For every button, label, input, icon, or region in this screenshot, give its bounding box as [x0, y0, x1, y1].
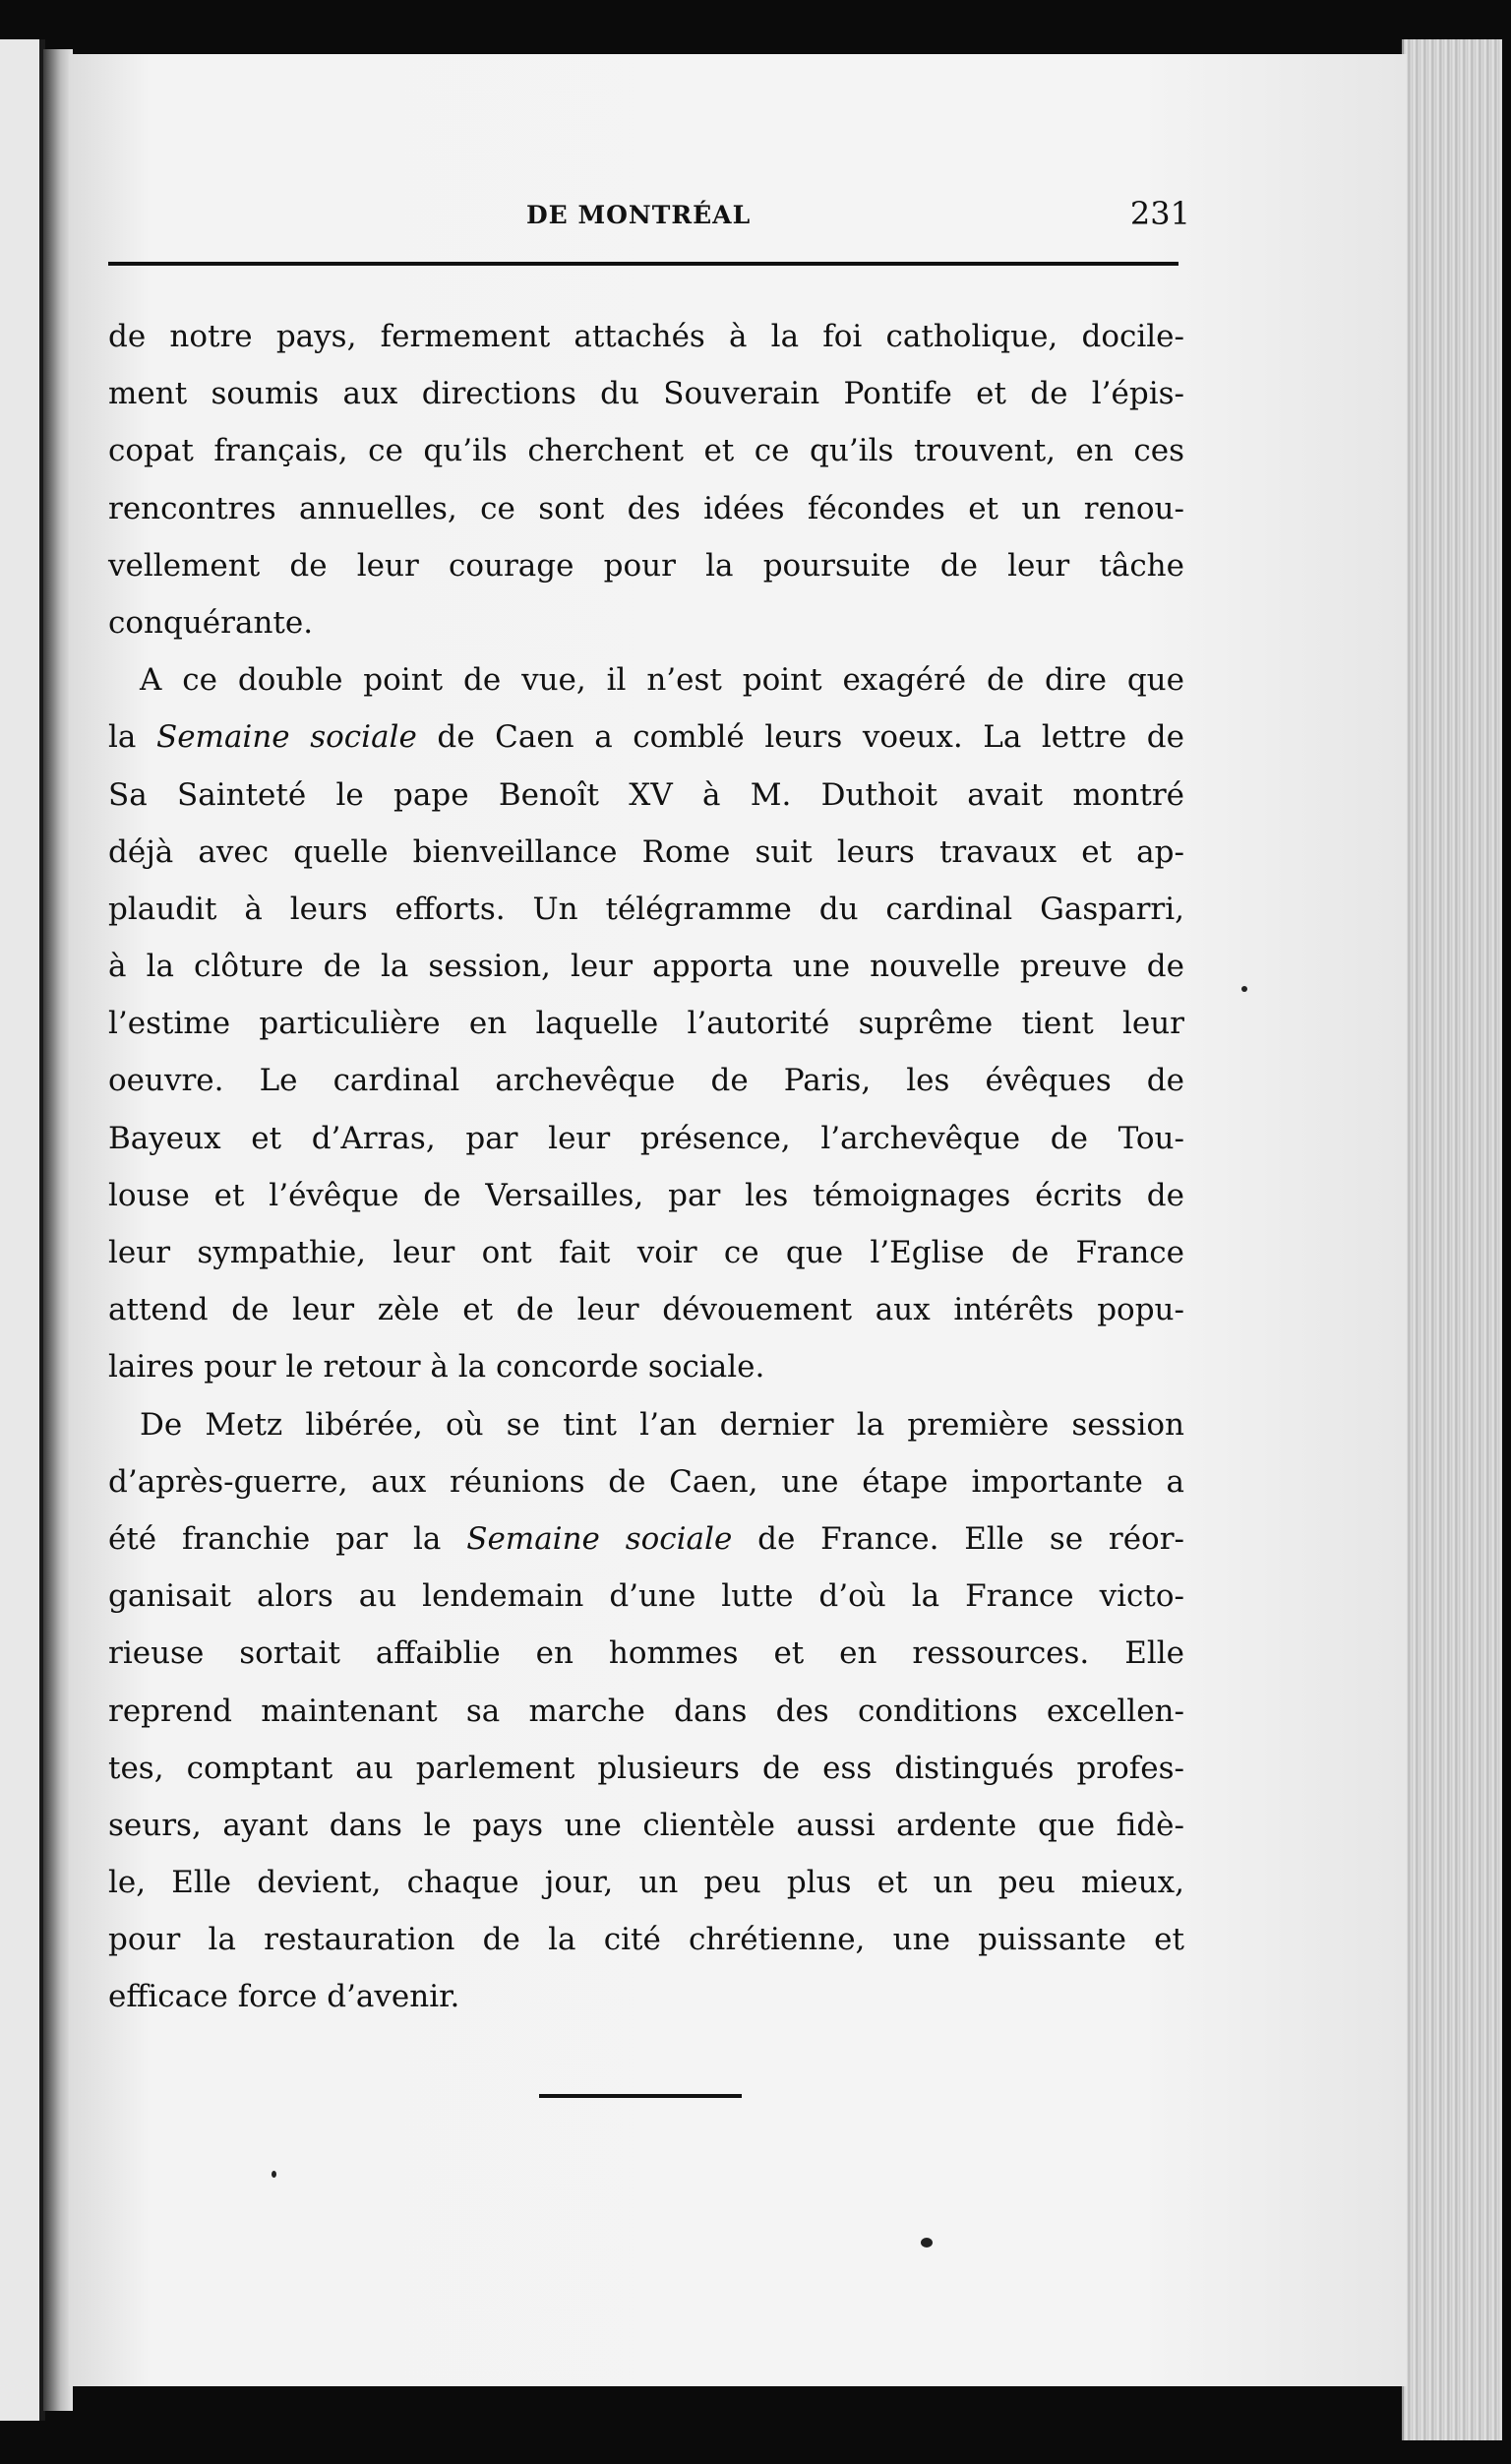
text-line: l’estime particulière en laquelle l’autorité suprême tient leur	[108, 1006, 1184, 1042]
text-line: laires pour le retour à la concorde sociale.	[108, 1349, 765, 1386]
text-line: A ce double point de vue, il n’est point exagéré de dire que	[140, 662, 1184, 699]
text-line: attend de leur zèle et de leur dévouement aux intérêts popu-	[108, 1292, 1184, 1328]
ink-speck	[921, 2238, 933, 2248]
adjacent-page-edge	[0, 39, 45, 2421]
italic-title: Semaine sociale	[155, 719, 417, 756]
text-line: vellement de leur courage pour la poursuite de leur tâche	[108, 547, 1184, 584]
ink-speck	[1241, 986, 1247, 992]
text-line: ganisait alors au lendemain d’une lutte d’où la France victo-	[108, 1578, 1184, 1615]
text-line: louse et l’évêque de Versailles, par les témoignages écrits de	[108, 1177, 1184, 1213]
page-header	[108, 193, 1190, 242]
text-line: reprend maintenant sa marche dans des conditions excellen-	[108, 1693, 1184, 1729]
text-line-composite	[108, 1510, 1184, 1568]
text-line: leur sympathie, leur ont fait voir ce que l’Eglise de France	[108, 1235, 1184, 1270]
ink-speck	[272, 2171, 276, 2178]
page-number: 231	[1129, 195, 1190, 232]
text-line: pour la restauration de la cité chrétienne, une puissante et	[108, 1922, 1184, 1958]
text-line: ment soumis aux directions du Souverain Pontife et de l’épis-	[108, 376, 1184, 412]
text-line: rencontres annuelles, ce sont des idées fécondes et un renou-	[108, 490, 1184, 526]
text-line: à la clôture de la session, leur apporta une nouvelle preuve de	[108, 949, 1184, 985]
text-line: plaudit à leurs efforts. Un télégramme du cardinal Gasparri,	[108, 891, 1184, 927]
text-line: de notre pays, fermement attachés à la foi catholique, docile-	[108, 319, 1184, 354]
text-line: tes, comptant au parlement plusieurs de ess distingués profes-	[108, 1750, 1184, 1786]
text-fragment: de France. Elle se réor-	[732, 1520, 1184, 1557]
body-text	[108, 308, 1184, 2026]
text-line-composite	[108, 708, 1184, 766]
text-line: le, Elle devient, chaque jour, un peu plus et un peu mieux,	[108, 1865, 1184, 1901]
italic-title: Semaine sociale	[466, 1520, 733, 1557]
running-head: DE MONTRÉAL	[526, 201, 752, 229]
text-line: oeuvre. Le cardinal archevêque de Paris, les évêques de	[108, 1063, 1184, 1099]
text-line: conquérante.	[108, 604, 314, 641]
page-stack-edge	[1402, 39, 1502, 2440]
text-line: rieuse sortait affaiblie en hommes et en ressources. Elle	[108, 1635, 1184, 1672]
text-line: De Metz libérée, où se tint l’an dernier la première session	[140, 1406, 1184, 1443]
text-line: copat français, ce qu’ils cherchent et ce qu’ils trouvent, en ces	[108, 433, 1184, 469]
text-line: Sa Sainteté le pape Benoît XV à M. Duthoit avait montré	[108, 776, 1184, 813]
end-rule	[539, 2094, 742, 2098]
text-line: d’après-guerre, aux réunions de Caen, une étape importante a	[108, 1463, 1184, 1500]
text-line: seurs, ayant dans le pays une clientèle aussi ardente que fidè-	[108, 1807, 1184, 1843]
header-rule	[108, 262, 1179, 266]
text-line: déjà avec quelle bienveillance Rome suit leurs travaux et ap-	[108, 833, 1184, 870]
text-line: Bayeux et d’Arras, par leur présence, l’archevêque de Tou-	[108, 1120, 1184, 1156]
text-fragment: été franchie par la	[108, 1520, 467, 1557]
text-line: efficace force d’avenir.	[108, 1979, 460, 2015]
text-fragment: la	[108, 719, 156, 756]
text-fragment: de Caen a comblé leurs voeux. La lettre de	[416, 719, 1184, 756]
